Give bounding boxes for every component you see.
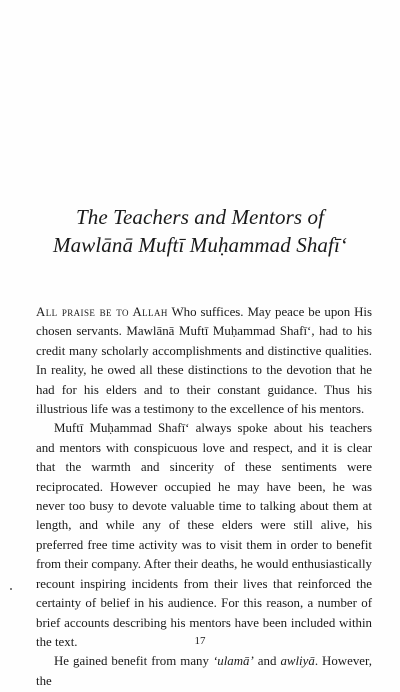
chapter-title	[0, 203, 400, 259]
paragraph-3	[36, 652, 372, 691]
paragraph-2-text: Muftī Muḥammad Shafī‘ always spoke about his teachers and mentors with conspicuous love and respect, and it is clear that the warmth and sincerity of these sentiments were reciprocated. However occupied he may have been, he was never too busy to devote valuable time to talking about them at length, and while any of these elders were still alive, his preferred free time activity was to visit them in order to benefit from their company. After their deaths, he would enthusiastically recount inspiring incidents from their lives that reinforced the certainty of belief in his audience. For this reason, a number of brief accounts describing his mentors have been included within the text.	[36, 421, 372, 649]
opening-smallcaps: All praise be to Allah	[36, 305, 168, 319]
chapter-title-line-1: The Teachers and Mentors of	[75, 205, 325, 229]
page-number: 17	[194, 635, 206, 647]
paragraph-1	[36, 303, 372, 419]
paragraph-3-text-start: He gained benefit from many	[54, 654, 213, 669]
body-text	[36, 303, 372, 691]
term-ulama: ‘ulamā’	[212, 654, 254, 669]
term-awliya: awliyā	[280, 654, 315, 669]
paragraph-3-text-and: and	[253, 654, 281, 669]
paragraph-2	[36, 419, 372, 652]
paragraph-1-text: Who suffices. May peace be upon His chosen servants. Mawlānā Muftī Muḥammad Shafī‘, had to his credit many scholarly accomplishments and distinctive qualities. In reality, he owed all these distinctions to the devotion that he had for his elders and to their constant guidance. Thus his illustrious life was a testimony to the excellence of his mentors.	[36, 305, 372, 417]
print-speck	[10, 588, 12, 590]
chapter-title-line-2: Mawlānā Muftī Muḥammad Shafī‘	[53, 233, 347, 257]
paragraph-3-text-end: . However, the	[36, 654, 373, 688]
